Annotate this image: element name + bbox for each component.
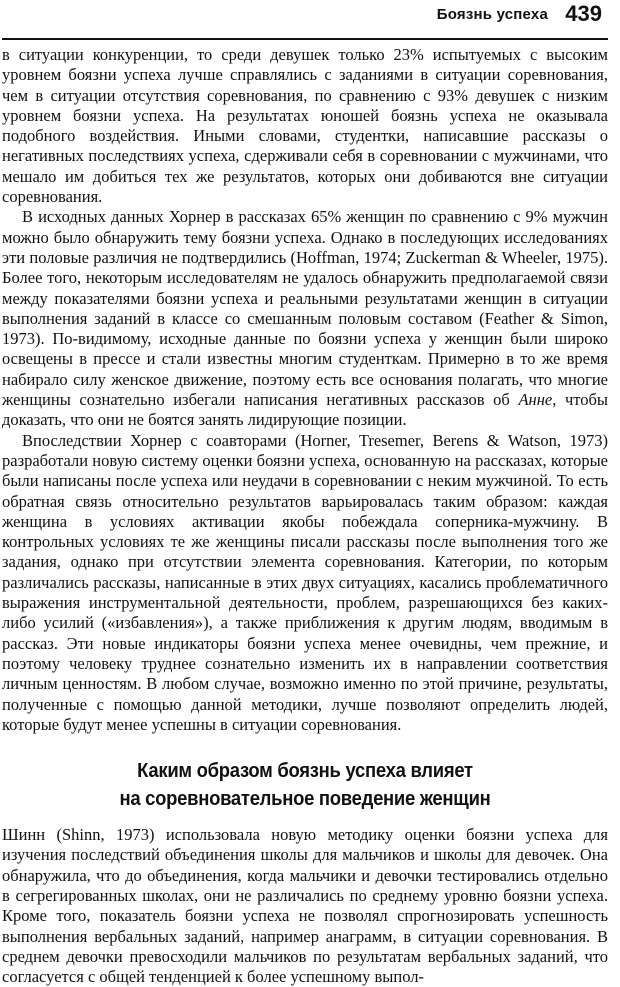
paragraph-new-scoring-system: Впоследствии Хорнер с соавторами (Horner, Tresemer, Berens & Watson, 1973) разработали новую систему оценки боязни успеха, основанную на рассказах, которые были написаны после успеха или неудачи в соревновании с неким мужчиной. То есть обратная связь относительно результатов варьировалась таким образом: каждая женщина в условиях активации якобы побеждала соперника-мужчину. В контрольных условиях те же женщины писали рассказы после выполнения того же задания, однако при отсутствии элемента соревнования. Категории, по которым различались рассказы, написанные в этих двух ситуациях, касались проблематичного выражения инструментальной деятельности, проблем, разрешающихся без каких-либо усилий («избавления»), а также приближения к другим людям, вводимым в рассказ. Эти новые индикаторы боязни успеха менее очевидны, чем прежние, и поэтому человеку труднее сознательно изменить их в направлении соответствия личным ценностям. В любом случае, возможно именно по этой причине, результаты, полученные с помощью данной методики, лучше позволяют определить людей, которые будут менее успешны в ситуации соревнования. xyxy=(2,430,608,734)
running-title: Боязнь успеха xyxy=(436,6,548,23)
paragraph-horner-initial-data xyxy=(2,207,608,430)
page-number: 439 xyxy=(565,1,602,26)
section-heading xyxy=(32,757,577,813)
italic-name: Анне xyxy=(518,390,553,410)
paragraph-text: , чтобы доказать, что они не боятся занять лидирующие позиции. xyxy=(2,390,608,430)
paragraph-shinn-study: Шинн (Shinn, 1973) использовала новую методику оценки боязни успеха для изучения последствий объединения школы для мальчиков и школы для девочек. Она обнаружила, что до объединения, когда мальчики и девочки тестировались отдельно в сегрегированных школах, они не различались по среднему уровню боязни успеха. Кроме того, показатель боязни успеха не позволял спрогнозировать успешность выполнения вербальных заданий, например анаграмм, в ситуации соревнования. В среднем девочки превосходили мальчиков по результатам вербальных заданий, что согласуется с общей тенденцией к более успешному выпол- xyxy=(2,825,608,987)
section-heading-line: Каким образом боязнь успеха влияет xyxy=(137,759,473,783)
body-text xyxy=(2,45,608,987)
running-header xyxy=(2,0,608,40)
section-heading-line: на соревновательное поведение женщин xyxy=(119,787,491,811)
paragraph-text: В исходных данных Хорнер в рассказах 65% женщин по сравнению с 9% мужчин можно было обнаружить тему боязни успеха. Однако в последующих исследованиях эти половые различия не подтвердились (Hoffman, 1974; Zuckerman & Wheeler, 1975). Более того, некоторым исследователям не удалось обнаружить предполагаемой связи между показателями боязни успеха и реальными результатами женщин в ситуации выполнения заданий в классе со смешанным половым составом (Feather & Simon, 1973). По-видимому, исходные данные по боязни успеха у женщин были широко освещены в прессе и стали известны многим студенткам. Примерно в то же время набирало силу женское движение, поэтому есть все основания полагать, что многие женщины сознательно избегали написания негативных рассказов об xyxy=(2,207,608,410)
paragraph-continued: в ситуации конкуренции, то среди девушек только 23% испытуемых с высоким уровнем боязни успеха лучше справлялись с заданиями в ситуации соревнования, чем в ситуации отсутствия соревнования, по сравнению с 93% девушек с низким уровнем боязни успеха. На результатах юношей боязнь успеха не оказывала подобного воздействия. Иными словами, студентки, написавшие рассказы о негативных последствиях успеха, сдерживали себя в соревновании с мужчинами, что мешало им добиться тех же результатов, которых они добиваются вне ситуации соревнования. xyxy=(2,45,608,207)
